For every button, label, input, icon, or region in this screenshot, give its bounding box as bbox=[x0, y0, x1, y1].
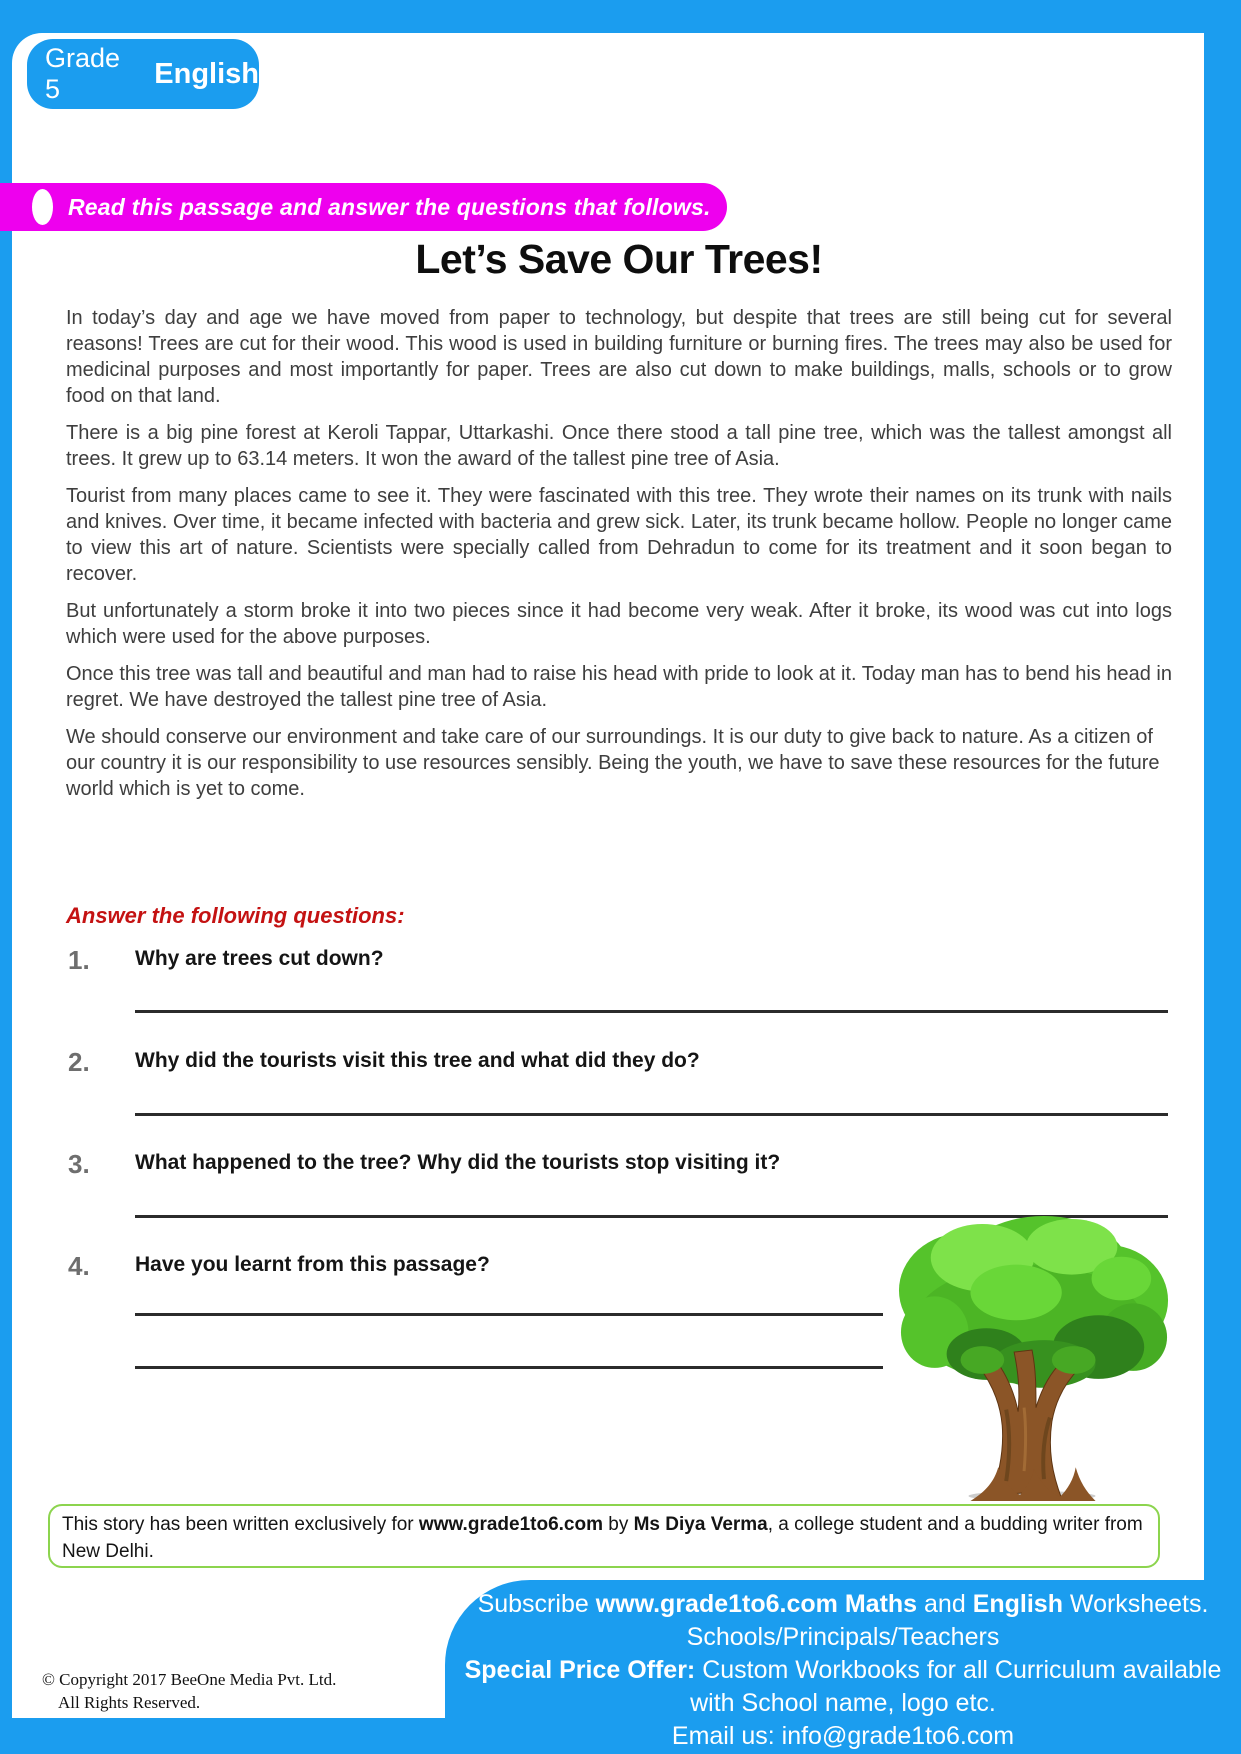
footer-line4: with School name, logo etc. bbox=[690, 1689, 996, 1717]
passage bbox=[66, 305, 1172, 813]
copyright-line1: © Copyright 2017 BeeOne Media Pvt. Ltd. bbox=[42, 1670, 337, 1689]
footer-site-maths: www.grade1to6.com Maths bbox=[595, 1590, 918, 1618]
page-title: Let’s Save Our Trees! bbox=[415, 236, 823, 282]
answer-line bbox=[135, 1366, 883, 1369]
header-tab bbox=[27, 39, 259, 109]
instruction-banner bbox=[0, 183, 727, 231]
footer-text-run: Worksheets. bbox=[1062, 1590, 1209, 1618]
copyright-line2: All Rights Reserved. bbox=[58, 1693, 201, 1712]
question-text: Why did the tourists visit this tree and what did they do? bbox=[135, 1049, 700, 1072]
note-site: www.grade1to6.com bbox=[418, 1514, 603, 1535]
question-number: 1. bbox=[68, 945, 90, 975]
question-number: 3. bbox=[68, 1149, 90, 1179]
passage-paragraph: In today’s day and age we have moved from paper to technology, but despite that trees are still being cut for several reasons! Trees are cut for their wood. This wood is used in building furniture or burning fires. The trees may also be used for medicinal purposes and most importantly for paper. Trees are also cut down to make buildings, malls, schools or to grow food on that land. bbox=[66, 307, 1172, 407]
question-number: 2. bbox=[68, 1047, 90, 1077]
passage-paragraph: We should conserve our environment and take care of our surroundings. It is our duty to give back to nature. As a citizen of our country it is our responsibility to use resources sensibly. Being the youth, we have to save these resources for the future world which is yet to come. bbox=[66, 726, 1160, 800]
note-text: This story has been written exclusively for bbox=[62, 1514, 419, 1535]
answer-line bbox=[135, 1010, 1168, 1013]
grade-label: Grade 5 bbox=[45, 43, 121, 104]
note-author: Ms Diya Verma bbox=[633, 1514, 768, 1535]
answer-line bbox=[135, 1313, 883, 1316]
footer-english: English bbox=[972, 1590, 1063, 1618]
passage-paragraph: Once this tree was tall and beautiful and man had to raise his head with pride to look at it. Today man has to bend his head in regret. We have destroyed the tallest pine tree of Asia. bbox=[66, 663, 1172, 711]
footer-offer-label: Special Price Offer: bbox=[464, 1656, 696, 1684]
footer-line3 bbox=[460, 1654, 1226, 1687]
footer-text-run: Subscribe bbox=[477, 1590, 596, 1618]
footer-text-run: Custom Workbooks for all Curriculum available bbox=[695, 1656, 1222, 1684]
note-text: , a college student and a budding writer from New Delhi. bbox=[62, 1514, 1143, 1562]
footer-line5: Email us: info@grade1to6.com bbox=[671, 1722, 1015, 1750]
subject-label: English bbox=[154, 57, 259, 90]
banner-bullet-icon bbox=[32, 189, 53, 225]
footer-line2: Schools/Principals/Teachers bbox=[686, 1623, 1000, 1651]
tree-illustration bbox=[895, 1212, 1173, 1502]
questions-heading: Answer the following questions: bbox=[66, 903, 405, 928]
question-text: What happened to the tree? Why did the tourists stop visiting it? bbox=[135, 1151, 781, 1174]
footer-line1 bbox=[460, 1588, 1226, 1621]
footer-text-run: and bbox=[917, 1590, 973, 1618]
answer-line bbox=[135, 1113, 1168, 1116]
author-note bbox=[48, 1504, 1160, 1568]
instruction-text: Read this passage and answer the questions that follows. bbox=[68, 193, 711, 220]
passage-paragraph: Tourist from many places came to see it. They were fascinated with this tree. They wrote their names on its trunk with nails and knives. Over time, it became infected with bacteria and grew sick. Later, its trunk became hollow. People no longer came to view this art of nature. Scientists were specially called from Dehradun to come for its treatment and it soon began to recover. bbox=[66, 485, 1172, 585]
note-text: by bbox=[602, 1514, 634, 1535]
passage-paragraph: There is a big pine forest at Keroli Tappar, Uttarkashi. Once there stood a tall pine tree, which was the tallest amongst all trees. It grew up to 63.14 meters. It won the award of the tallest pine tree of Asia. bbox=[66, 422, 1172, 470]
footer-promo bbox=[460, 1588, 1226, 1753]
copyright bbox=[42, 1668, 342, 1714]
question-text: Have you learnt from this passage? bbox=[135, 1253, 490, 1276]
passage-paragraph: But unfortunately a storm broke it into two pieces since it had become very weak. After it broke, its wood was cut into logs which were used for the above purposes. bbox=[66, 600, 1172, 648]
question-number: 4. bbox=[68, 1251, 90, 1281]
question-text: Why are trees cut down? bbox=[135, 947, 384, 970]
